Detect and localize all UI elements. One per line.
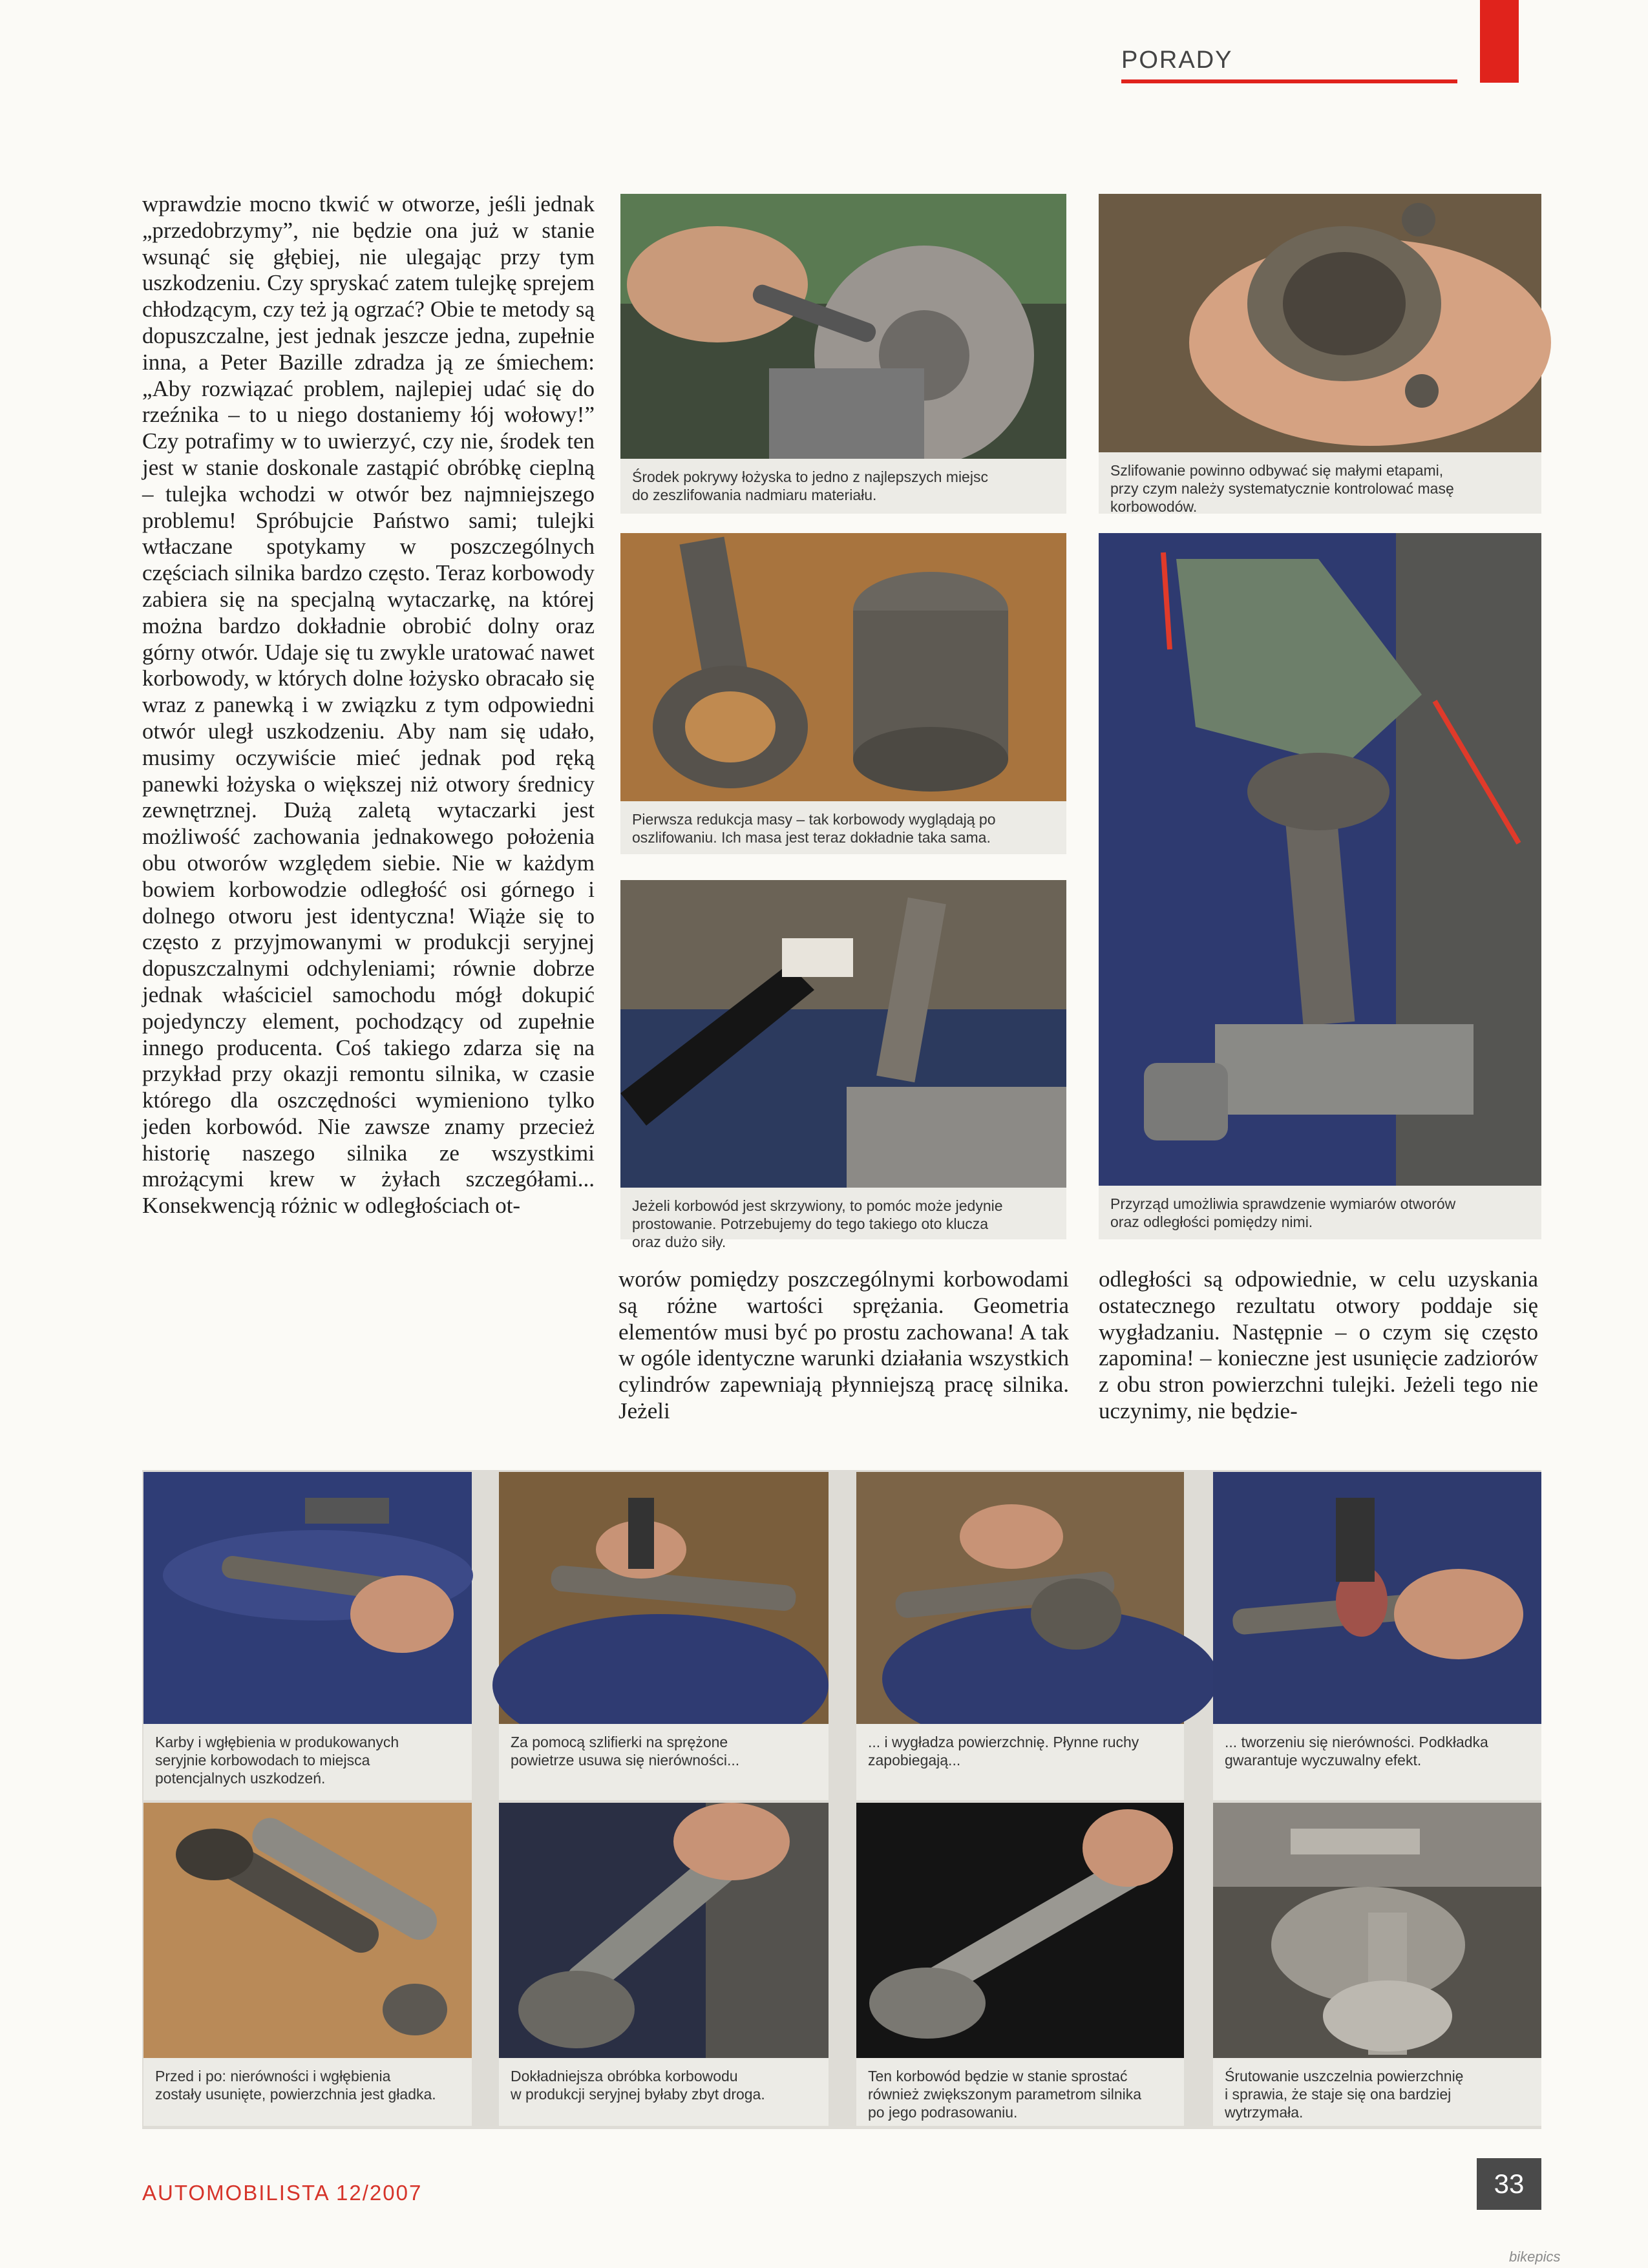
gallery-photo-3-image (856, 1472, 1184, 1724)
page-number: 33 (1477, 2158, 1541, 2210)
photo-conrod-stack-caption: Pierwsza redukcja masy – tak korbowody wyglądają po oszlifowaniu. Ich masa jest teraz dokładnie taka sama. (620, 801, 1066, 854)
gallery-photo-1 (143, 1472, 472, 1800)
photo-grinding-image (620, 194, 1066, 459)
photo-straightening-image (620, 880, 1066, 1188)
gallery-photo-1-image (143, 1472, 472, 1724)
article-text-col1: wprawdzie mocno tkwić w otworze, jeśli jednak „przedobrzymy”, nie będzie ona już w stanie wsunąć się głębiej, nie ulegając przy tym uszkodzeniu. Czy spryskać zatem tulejkę sprejem chłodzącym, czy też ją ogrzać? Obie te metody są dopuszczalne, jest jednak jeszcze jedna, zupełnie inna, a Peter Bazille zdradza ją ze śmiechem: „Aby rozwiązać problem, najlepiej udać się do rzeźnika – to u niego dostaniemy łój wołowy!” Czy potrafimy w to uwierzyć, czy nie, środek ten jest w stanie doskonale zastąpić obróbkę cieplną – tulejka wchodzi w otwór bez najmniejszego problemu! Spróbujcie Państwo sami; tulejki wtłaczane spotykamy w poszczególnych częściach silnika bardzo często. Teraz korbowody zabiera się na specjalną wytaczarkę, na której można bardzo dokładnie obrobić dolny oraz górny otwór. Udaje się tu zwykle uratować nawet korbowody, w których dolne łożysko obracało się wraz z panewką i w związku z tym odpowiedni otwór uległ uszkodzeniu. Aby nam się udało, musimy oczywiście mieć jednak pod ręką panewki łożyska o większej niż otwory średnicy zewnętrznej. Dużą zaletą wytaczarki jest możliwość zachowania jednakowego położenia obu otworów względem siebie. Nie w każdym bowiem korbowodzie odległość osi górnego i dolnego otworu jest identyczna! Wiąże się to często z przyjmowanymi w produkcji seryjnej dopuszczalnymi odchyleniami; równie dobrze jednak właściciel samochodu mógł dokupić pojedynczy element, pochodzący od zupełnie innego producenta. Coś takiego zdarza się na przykład przy okazji remontu silnika, w czasie którego dla oszczędności wymieniono tylko jeden korbowód. Nie zawsze znamy przecież historię naszego silnika ze wszystkimi mrożącymi krew w żyłach szczegółami... Konsekwencją różnic w odległościach ot- (142, 191, 595, 1219)
photo-grinding (620, 194, 1066, 514)
photo-conrod-stack-image (620, 533, 1066, 801)
article-text-col2: worów pomiędzy poszczególnymi korbowodami są różne wartości sprężania. Geometria elementów musi być po prostu zachowana! A tak w ogóle identyczne warunki działania wszystkich cylindrów zapewniają płynniejszą pracę silnika. Jeżeli (618, 1266, 1069, 1423)
article-column-2 (618, 1266, 1069, 1441)
gallery-photo-5-caption: Przed i po: nierówności i wgłębienia zostały usunięte, powierzchnia jest gładka. (143, 2058, 472, 2126)
gallery-photo-3-caption: ... i wygładza powierzchnię. Płynne ruchy zapobiegają... (856, 1724, 1184, 1800)
gallery-photo-8-caption: Śrutowanie uszczelnia powierzchnię i sprawia, że staje się ona bardziej wytrzymała. (1213, 2058, 1541, 2126)
article-column-3 (1099, 1266, 1538, 1441)
gallery-photo-7-image (856, 1803, 1184, 2058)
gallery-photo-5-image (143, 1803, 472, 2058)
gallery-photo-1-caption: Karby i wgłębienia w produkowanych seryjnie korbowodach to miejsca potencjalnych uszkodzeń. (143, 1724, 472, 1800)
gallery-photo-8-image (1213, 1803, 1541, 2058)
photo-bearing-cap-caption: Szlifowanie powinno odbywać się małymi etapami, przy czym należy systematycznie kontrolować masę korbowodów. (1099, 452, 1541, 514)
photo-straightening-caption: Jeżeli korbowód jest skrzywiony, to pomóc może jedynie prostowanie. Potrzebujemy do tego takiego oto klucza oraz dużo siły. (620, 1188, 1066, 1239)
photo-measuring-jig (1099, 533, 1541, 1239)
gallery-photo-2 (499, 1472, 829, 1800)
gallery-photo-2-caption: Za pomocą szlifierki na sprężone powietrze usuwa się nierówności... (499, 1724, 829, 1800)
gallery-photo-4-image (1213, 1472, 1541, 1724)
section-label: PORADY (1121, 47, 1457, 83)
gallery-photo-3 (856, 1472, 1184, 1800)
watermark-logo: bikepics (1509, 2249, 1561, 2265)
photo-grinding-caption: Środek pokrywy łożyska to jedno z najlepszych miejsc do zeszlifowania nadmiaru materiału. (620, 459, 1066, 514)
photo-straightening (620, 880, 1066, 1250)
article-column-1 (142, 191, 595, 1438)
gallery-photo-6-caption: Dokładniejsza obróbka korbowodu w produkcji seryjnej byłaby zbyt droga. (499, 2058, 829, 2126)
photo-conrod-stack (620, 533, 1066, 854)
photo-measuring-jig-image (1099, 533, 1541, 1186)
gallery-photo-7-caption: Ten korbowód będzie w stanie sprostać również zwiększonym parametrom silnika po jego podrasowaniu. (856, 2058, 1184, 2126)
gallery-photo-5 (143, 1803, 472, 2126)
article-text-col3: odległości są odpowiednie, w celu uzyskania ostatecznego rezultatu otwory poddaje się wygładzaniu. Następnie – o czym się często zapomina! – konieczne jest usunięcie zadziorów z obu stron powierzchni tulejki. Jeżeli tego nie uczynimy, nie będzie- (1099, 1266, 1538, 1423)
header-accent-bar (1480, 0, 1519, 83)
gallery-photo-7 (856, 1803, 1184, 2126)
gallery-photo-4 (1213, 1472, 1541, 1800)
photo-bearing-cap-image (1099, 194, 1541, 459)
gallery-photo-2-image (499, 1472, 829, 1724)
gallery-photo-8 (1213, 1803, 1541, 2126)
photo-bearing-cap (1099, 194, 1541, 514)
gallery-photo-4-caption: ... tworzeniu się nierówności. Podkładka gwarantuje wyczuwalny efekt. (1213, 1724, 1541, 1800)
magazine-issue: AUTOMOBILISTA 12/2007 (142, 2181, 423, 2205)
gallery-photo-6 (499, 1803, 829, 2126)
photo-measuring-jig-caption: Przyrząd umożliwia sprawdzenie wymiarów otworów oraz odległości pomiędzy nimi. (1099, 1186, 1541, 1239)
gallery-photo-6-image (499, 1803, 829, 2058)
